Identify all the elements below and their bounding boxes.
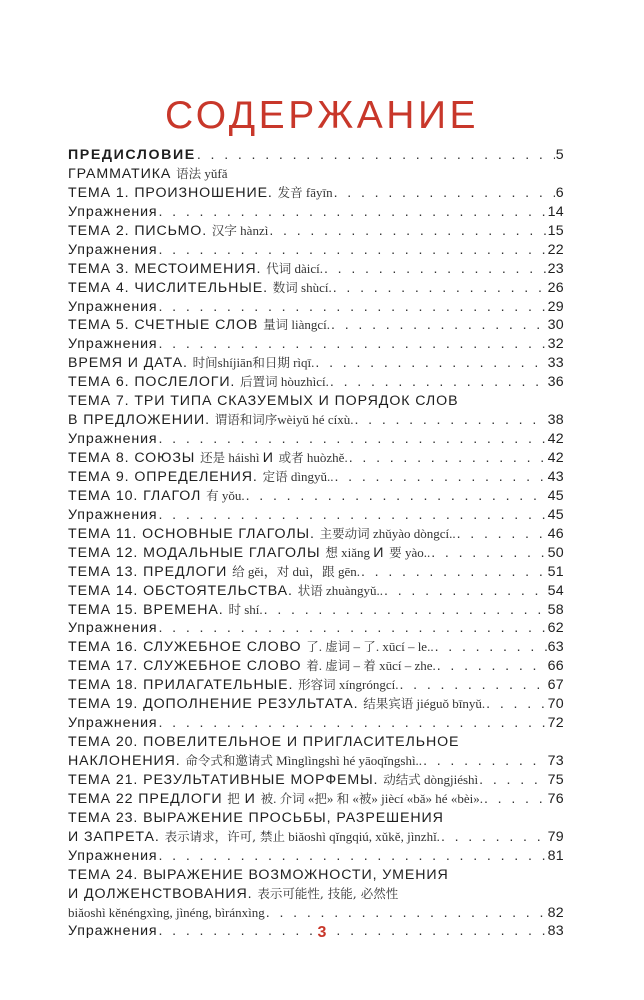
pinyin-text: » jiècí «bǎ» hé «bèi».	[371, 790, 483, 806]
toc-page-number: 76	[547, 790, 564, 807]
chinese-text: 汉字	[211, 222, 237, 238]
toc-entry-title	[68, 146, 196, 165]
toc-entry-title	[68, 430, 158, 449]
toc-page-number: 14	[547, 203, 564, 220]
pinyin-text: .	[318, 639, 326, 655]
russian-text: ТЕМА 24. ВЫРАЖЕНИЕ ВОЗМОЖНОСТИ, УМЕНИЯ	[68, 866, 449, 883]
pinyin-text: . xūcí – le..	[375, 639, 434, 655]
toc-page-number: 72	[547, 715, 564, 732]
chinese-text: 和	[336, 790, 350, 806]
chinese-text: 被	[260, 790, 274, 806]
russian-text: ВРЕМЯ И ДАТА.	[68, 355, 193, 372]
toc-entry	[68, 146, 564, 165]
pinyin-text: biǎoshì qǐngqiú, xǔkě, jìnzhǐ.	[285, 828, 440, 844]
pinyin-text: dìngyǔ..	[287, 468, 334, 484]
russian-text: Упражнения	[68, 923, 158, 940]
dot-leader	[331, 316, 547, 335]
toc-entry-title	[68, 714, 158, 733]
dot-leader	[266, 904, 547, 923]
toc-entry	[68, 619, 564, 638]
toc-entry-title	[68, 582, 383, 601]
pinyin-text: «	[349, 790, 359, 806]
toc-entry	[68, 904, 564, 923]
toc-entry	[68, 241, 564, 260]
toc-entry	[68, 487, 564, 506]
dot-leader	[484, 790, 547, 809]
dot-leader	[159, 847, 547, 866]
toc-entry	[68, 638, 564, 657]
toc-entry-title	[68, 487, 245, 506]
russian-text: ТЕМА 16. СЛУЖЕБНОЕ СЛОВО	[68, 639, 307, 656]
toc-page-number: 46	[547, 525, 564, 542]
toc-page-number: 33	[547, 355, 564, 372]
toc-entry	[68, 714, 564, 733]
pinyin-text: –	[350, 639, 364, 655]
toc-page-number: 79	[547, 828, 564, 845]
toc-entry-title	[68, 506, 158, 525]
chinese-text: 时间	[192, 355, 218, 371]
dot-leader	[354, 411, 546, 430]
toc-page-number: 26	[547, 279, 564, 296]
pinyin-text: rìqī.	[289, 355, 315, 371]
dot-leader	[457, 525, 547, 544]
chinese-text: 形容词	[298, 677, 336, 693]
chinese-text: 时	[228, 601, 241, 617]
pinyin-text: liàngcí.	[288, 317, 331, 333]
dot-leader	[159, 619, 547, 638]
toc-entry	[68, 525, 564, 544]
russian-text: ТЕМА 7. ТРИ ТИПА СКАЗУЕМЫХ И ПОРЯДОК СЛОВ	[68, 393, 459, 410]
chinese-text: 和日期	[252, 355, 290, 371]
toc-entry-title	[68, 904, 265, 923]
pinyin-text: .	[318, 658, 326, 674]
pinyin-text: duì，	[289, 563, 323, 579]
chinese-text: 量词	[263, 317, 289, 333]
toc-page-number: 54	[547, 582, 564, 599]
dot-leader	[246, 487, 547, 506]
russian-text: ТЕМА 13. ПРЕДЛОГИ	[68, 563, 233, 580]
chinese-text: 动结式	[383, 771, 421, 787]
toc-entry	[68, 790, 564, 809]
russian-text: ТЕМА 1. ПРОИЗНОШЕНИЕ.	[68, 184, 278, 201]
dot-leader	[159, 335, 547, 354]
russian-text: ТЕМА 19. ДОПОЛНЕНИЕ РЕЗУЛЬТАТА.	[68, 696, 364, 713]
chinese-text: 着	[363, 658, 376, 674]
russian-text: ГРАММАТИКА	[68, 165, 177, 182]
toc-entry	[68, 752, 564, 771]
toc-entry-title	[68, 392, 458, 411]
pinyin-text: jiéguǒ bīnyǔ.	[413, 696, 486, 712]
pinyin-text: huòzhě.	[303, 450, 348, 465]
russian-text: ТЕМА 4. ЧИСЛИТЕЛЬНЫЕ.	[68, 279, 273, 296]
chinese-text: 介词	[279, 790, 305, 806]
toc-entry-title	[68, 354, 314, 373]
toc-entry-title	[68, 525, 456, 544]
toc-entry	[68, 411, 564, 430]
toc-entry	[68, 601, 564, 620]
toc-entry	[68, 165, 564, 184]
toc-entry-title	[68, 468, 334, 487]
russian-text: Упражнения	[68, 298, 158, 315]
chinese-text: 虚词	[325, 658, 351, 674]
russian-text: Упражнения	[68, 620, 158, 637]
toc-entry-title	[68, 411, 353, 430]
toc-page-number: 50	[547, 544, 564, 561]
dot-leader	[437, 657, 547, 676]
chinese-text: 对	[276, 563, 290, 579]
russian-text: ТЕМА 5. СЧЕТНЫЕ СЛОВ	[68, 317, 264, 334]
russian-text: ТЕМА 15. ВРЕМЕНА.	[68, 601, 229, 618]
chinese-text: 跟	[322, 563, 335, 579]
toc-entry-title	[68, 771, 478, 790]
dot-leader	[441, 828, 547, 847]
toc-page-number: 29	[547, 298, 564, 315]
toc-entry-title	[68, 279, 332, 298]
dot-leader	[159, 203, 547, 222]
toc-entry	[68, 392, 564, 411]
toc-page-number: 45	[547, 506, 564, 523]
russian-text: И	[239, 790, 261, 807]
toc-entry-title	[68, 657, 436, 676]
dot-leader	[269, 222, 546, 241]
russian-text: Упражнения	[68, 715, 158, 732]
pinyin-text: gěi，	[244, 563, 277, 579]
toc-entry	[68, 544, 564, 563]
russian-text: ТЕМА 2. ПИСЬМО.	[68, 222, 212, 239]
russian-text: ТЕМА 6. ПОСЛЕЛОГИ.	[68, 374, 241, 391]
toc-entry	[68, 771, 564, 790]
page-number: 3	[317, 924, 327, 941]
toc-entry-title	[68, 885, 398, 904]
toc-entry	[68, 316, 564, 335]
toc-entry-title	[68, 316, 330, 335]
dot-leader	[486, 695, 546, 714]
chinese-text: 表示请求，许可, 禁止	[164, 828, 286, 844]
russian-text: НАКЛОНЕНИЯ.	[68, 753, 186, 769]
toc-entry-title	[68, 165, 227, 184]
toc-entry-title	[68, 828, 440, 847]
toc-page-number: 32	[547, 336, 564, 353]
dot-leader	[324, 260, 547, 279]
toc-entry-title	[68, 847, 158, 866]
toc-entry-title	[68, 335, 158, 354]
toc-page-number: 63	[547, 639, 564, 656]
chinese-text: 了	[306, 639, 319, 655]
toc-page-number: 81	[547, 847, 564, 864]
pinyin-text: yǒu.	[218, 487, 245, 503]
pinyin-text: xiǎng	[337, 544, 374, 560]
russian-text: ТЕМА 11. ОСНОВНЫЕ ГЛАГОЛЫ.	[68, 525, 320, 542]
toc-entry-title	[68, 809, 444, 828]
toc-page-number: 38	[547, 412, 564, 429]
chinese-text: 结果宾语	[363, 696, 414, 712]
toc-entry-title	[68, 449, 348, 468]
toc-entry	[68, 828, 564, 847]
chinese-text: 谓语和词序	[214, 412, 278, 428]
toc-page-number: 45	[547, 487, 564, 504]
dot-leader	[264, 601, 547, 620]
dot-leader	[399, 676, 546, 695]
toc-entry-title	[68, 790, 483, 809]
toc-entry-title	[68, 752, 422, 771]
russian-text: ТЕМА 8. СОЮЗЫ	[68, 450, 201, 466]
pinyin-text: shùcí.	[297, 279, 332, 295]
russian-text: ТЕМА 9. ОПРЕДЕЛЕНИЯ.	[68, 468, 263, 485]
dot-leader	[159, 298, 547, 317]
toc-page-number: 22	[547, 241, 564, 258]
toc-page-number: 83	[547, 923, 564, 940]
chinese-text: 语法	[176, 165, 202, 181]
dot-leader	[335, 468, 547, 487]
toc-entry	[68, 866, 564, 885]
russian-text: ТЕМА 22 ПРЕДЛОГИ	[68, 790, 228, 807]
russian-text: ТЕМА 14. ОБСТОЯТЕЛЬСТВА.	[68, 582, 298, 599]
russian-text: И	[373, 544, 390, 561]
chinese-text: 数词	[272, 279, 298, 295]
russian-text: Упражнения	[68, 336, 158, 353]
dot-leader	[197, 146, 555, 165]
chinese-text: 主要动词	[319, 525, 370, 541]
toc-entry	[68, 184, 564, 203]
chinese-text: 或者	[278, 450, 304, 465]
toc-entry-title	[68, 563, 360, 582]
chinese-text: 定语	[262, 468, 288, 484]
pinyin-text: Mìnglìngshì hé yāoqǐngshì..	[272, 753, 423, 768]
toc-entry-title	[68, 619, 158, 638]
toc-entry	[68, 298, 564, 317]
russian-text: Упражнения	[68, 431, 158, 448]
toc-entry-title	[68, 373, 329, 392]
chinese-text: 后置词	[240, 374, 278, 390]
toc-page-number: 62	[547, 620, 564, 637]
dot-leader	[361, 563, 547, 582]
pinyin-text: xūcí – zhe.	[375, 658, 436, 674]
pinyin-text: xíngróngcí.	[335, 677, 399, 693]
pinyin-text: gēn.	[334, 563, 360, 579]
toc-page-number: 67	[547, 677, 564, 694]
russian-text: ТЕМА 21. РЕЗУЛЬТАТИВНЫЕ МОРФЕМЫ.	[68, 771, 384, 788]
pinyin-text: dòngjiéshì	[420, 771, 479, 787]
dot-leader	[330, 373, 547, 392]
toc-entry	[68, 430, 564, 449]
dot-leader	[315, 354, 546, 373]
pinyin-text: dàicí.	[291, 260, 323, 276]
toc-entry	[68, 335, 564, 354]
toc-entry	[68, 449, 564, 468]
chinese-text: 表示可能性, 技能, 必然性	[257, 885, 399, 901]
dot-leader	[435, 638, 547, 657]
toc-page-number: 42	[547, 431, 564, 448]
dot-leader	[431, 544, 546, 563]
section-title: ПРЕДИСЛОВИЕ	[68, 147, 196, 163]
pinyin-text: »	[326, 790, 337, 806]
toc-page-number: 43	[547, 468, 564, 485]
toc-entry	[68, 373, 564, 392]
toc-entry-title	[68, 184, 333, 203]
toc-page-number: 66	[547, 658, 564, 675]
toc-entry	[68, 468, 564, 487]
pinyin-text: –	[350, 658, 364, 674]
toc-entry	[68, 563, 564, 582]
pinyin-text: shíjiān	[217, 355, 253, 371]
toc-page-number: 51	[547, 563, 564, 580]
pinyin-text: fāyīn	[302, 184, 333, 200]
russian-text: Упражнения	[68, 241, 158, 258]
toc-entry	[68, 279, 564, 298]
russian-text: И ДОЛЖЕНСТВОВАНИЯ.	[68, 885, 258, 902]
dot-leader	[384, 582, 547, 601]
toc-entry	[68, 260, 564, 279]
toc-entry-title	[68, 733, 459, 752]
toc-page-number: 42	[547, 450, 564, 466]
chinese-text: 把	[314, 790, 327, 806]
chinese-text: 想	[325, 544, 338, 560]
dot-leader	[159, 714, 547, 733]
dot-leader	[333, 279, 547, 298]
russian-text: Упражнения	[68, 506, 158, 523]
pinyin-text: shí.	[241, 601, 263, 617]
chinese-text: 了	[363, 639, 376, 655]
chinese-text: 给	[232, 563, 245, 579]
russian-text: Упражнения	[68, 847, 158, 864]
chinese-text: 着	[306, 658, 319, 674]
pinyin-text: zhǔyào dòngcí..	[369, 525, 456, 541]
toc-entry	[68, 222, 564, 241]
toc-page-number: 58	[547, 601, 564, 618]
toc-page-number: 70	[547, 696, 564, 713]
toc-page-number: 75	[547, 771, 564, 788]
toc-entry	[68, 582, 564, 601]
table-of-contents	[68, 146, 564, 941]
toc-page-number: 82	[547, 904, 564, 921]
pinyin-text: biǎoshì kěnéngxìng, jìnéng, bìránxìng	[68, 904, 265, 920]
russian-text: ТЕМА 18. ПРИЛАГАТЕЛЬНЫЕ.	[68, 677, 299, 694]
dot-leader	[349, 449, 547, 468]
chinese-text: 把	[227, 790, 240, 806]
chinese-text: 被	[358, 790, 372, 806]
chinese-text: 代词	[266, 260, 292, 276]
russian-text: И ЗАПРЕТА.	[68, 828, 165, 845]
toc-entry-title	[68, 203, 158, 222]
russian-text: ТЕМА 3. МЕСТОИМЕНИЯ.	[68, 260, 267, 277]
pinyin-text: hànzì	[236, 222, 269, 238]
toc-entry-title	[68, 695, 485, 714]
toc-entry	[68, 885, 564, 904]
russian-text: ТЕМА 20. ПОВЕЛИТЕЛЬНОЕ И ПРИГЛАСИТЕЛЬНОЕ	[68, 734, 460, 751]
toc-entry	[68, 809, 564, 828]
toc-entry	[68, 657, 564, 676]
toc-entry	[68, 733, 564, 752]
toc-page-number: 73	[547, 753, 564, 769]
chinese-text: 还是	[200, 450, 226, 465]
pinyin-text: yǔfǎ	[201, 165, 228, 181]
russian-text: ТЕМА 10. ГЛАГОЛ	[68, 487, 207, 504]
russian-text: Упражнения	[68, 203, 158, 220]
toc-entry	[68, 506, 564, 525]
pinyin-text: hòuzhìcí.	[277, 374, 329, 390]
toc-entry	[68, 847, 564, 866]
pinyin-text: .	[273, 790, 280, 806]
page-title: СОДЕРЖАНИЕ	[164, 94, 480, 137]
toc-entry-title	[68, 222, 268, 241]
russian-text: В ПРЕДЛОЖЕНИИ.	[68, 412, 215, 429]
chinese-text: 发音	[277, 184, 303, 200]
toc-entry-title	[68, 241, 158, 260]
pinyin-text: «	[304, 790, 315, 806]
toc-entry-title	[68, 298, 158, 317]
toc-entry	[68, 203, 564, 222]
russian-text: ТЕМА 17. СЛУЖЕБНОЕ СЛОВО	[68, 658, 307, 675]
russian-text: ТЕМА 23. ВЫРАЖЕНИЕ ПРОСЬБЫ, РАЗРЕШЕНИЯ	[68, 809, 444, 826]
toc-entry-title	[68, 638, 434, 657]
toc-entry-title	[68, 676, 398, 695]
russian-text: ТЕМА 12. МОДАЛЬНЫЕ ГЛАГОЛЫ	[68, 544, 326, 561]
toc-entry-title	[68, 601, 263, 620]
pinyin-text: wèiyǔ hé cíxù.	[277, 412, 354, 428]
toc-page-number: 15	[547, 222, 564, 239]
toc-entry	[68, 695, 564, 714]
chinese-text: 有	[206, 487, 219, 503]
pinyin-text: háishì	[225, 450, 263, 465]
dot-leader	[334, 184, 555, 203]
chinese-text: 状语	[297, 582, 323, 598]
pinyin-text: yào..	[401, 544, 431, 560]
toc-page-number: 23	[547, 260, 564, 277]
chinese-text: 命令式和邀请式	[185, 753, 273, 768]
chinese-text: 要	[389, 544, 402, 560]
pinyin-text: zhuàngyǔ..	[322, 582, 384, 598]
toc-entry-title	[68, 544, 430, 563]
toc-entry-title	[68, 866, 449, 885]
toc-entry	[68, 676, 564, 695]
toc-page-number: 36	[547, 374, 564, 391]
toc-page-number: 30	[547, 317, 564, 334]
toc-page-number: 5	[555, 147, 564, 163]
dot-leader	[159, 241, 547, 260]
dot-leader	[159, 506, 547, 525]
toc-entry-title	[68, 260, 323, 279]
dot-leader	[479, 771, 546, 790]
toc-page-number: 6	[555, 184, 564, 201]
toc-entry	[68, 354, 564, 373]
dot-leader	[423, 752, 547, 771]
russian-text: И	[262, 450, 279, 466]
dot-leader	[159, 430, 547, 449]
chinese-text: 虚词	[325, 639, 351, 655]
